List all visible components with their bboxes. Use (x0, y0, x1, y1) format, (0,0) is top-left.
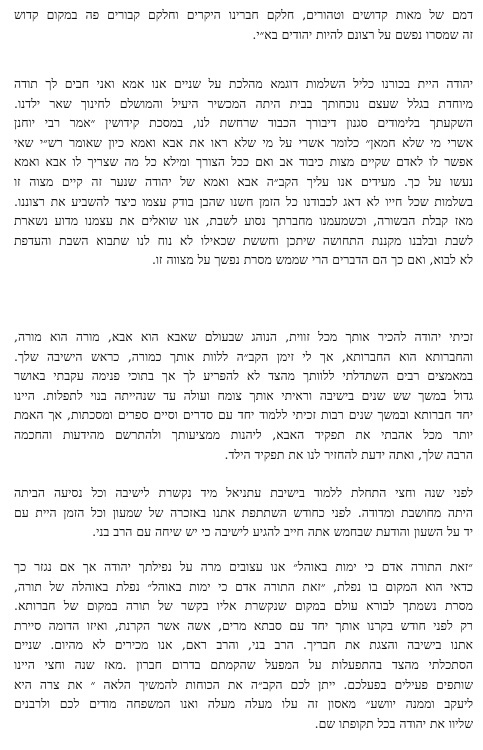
text-line: מיוחדת בגלל שעצם נוכחותך בבית היתה המכשיר היעיל והמושלם לחינוך שאר ילדנו. (14, 95, 473, 111)
text-line: מאז קבלת הבשורה, וכשמעמנו מחברתך נסוע לשבת, אנו שואלים את עצמנו מדוע נשארת (14, 213, 473, 229)
text-line: לשבת ובלבנו מקננת התחושה שיתכן וחששת שכאילו לא נוח לנו שתבוא השבת והעדפת (14, 232, 473, 248)
paragraph-firstborn (14, 74, 473, 270)
text-line: יותר מכל אהבתי את תפקיד האבא, ליהנות ממציעותך ולהתרשם מהידעות והחכמה (14, 426, 473, 442)
text-line: גדול במשך שש שנים בישיבה וראיתי אותך צומח ועולה עד שנהייתה בנוי לתפלות. היינו (14, 387, 473, 403)
text-line: הרבה שלך, ואתה ידעת להחזיר לנו את תפקיד הילד. (224, 446, 473, 462)
text-line: ״זאת התורה אדם כי ימות באוהל״ אנו עצובים מרה על נפילתך יהודה אך אם נגזר כך (14, 559, 473, 574)
text-line: יהודה היית בכורנו כליל השלמות דוגמא מהלכת על שניים אנו אמא ואני חבים לך תודה (14, 76, 473, 91)
text-line: זה שמסרו נפשם על רצונם להיות יהודים בא״י. (252, 26, 473, 42)
text-line: שותפים פעילים בפעלכם. ייתן לכם הקב״ה את הכוחות להמשיך הלאה ״ את צרה היא (14, 676, 473, 692)
paragraph-opening (14, 5, 473, 44)
text-line: והחברותא הוא החברותא, אך לי זימן הקב״ה ללוות אותך כמורה, כראש הישיבה שלך. (14, 348, 473, 364)
text-line: יחד חברותא ובמשך שנים רבות זכיתי ללמוד יחד עם סדרים וסיים ספרים ומסכתות, אך האמת (14, 407, 473, 423)
text-line: זכיתי יהודה להכיר אותך מכל זווית, הנוהג שבעולם שאבא הוא אבא, מורה הוא מורה, (14, 329, 473, 344)
text-line: הסתכלתי מהצד בהתפעלות על המפעל שהקמתם בדרום חברון .מאז שנה וחצי היינו (14, 656, 473, 672)
text-line: ליעקב וממנה יוושע״ מאסון זה עלו מעלה מעלה ואנו המשפחה מודים לכם ולרבנים (14, 696, 473, 712)
text-line: כדאי הוא המקום בו נפלת, ״זאת התורה אדם כי ימות באוהל״ נפלת באוהלה של תורה, (14, 578, 473, 594)
text-line: לא לבוא, ואם כך הם הדברים הרי שממש מסרת נפשך על מצווה זו. (151, 252, 473, 268)
paragraph-yeshiva-head (14, 327, 473, 464)
text-line: דמם של מאות קדושים וטהורים, חלקם חברינו היקרים וחלקם קבורים פה במקום קדוש (14, 7, 473, 22)
text-line: מסרת נשמתך לבורא עולם במקום שנקשרת אליו בקשר של תורה במקום של חברותא. (14, 598, 473, 614)
text-line: שליוו את יהודה בכל תקופתו שם. (314, 715, 473, 731)
paragraph-otniel (14, 483, 473, 542)
text-line: אפשר לו לאדם שקיים מצות כיבוד אב ואם ככל הצורך ומילא כל מה שצריך לו אבא ואמא (14, 154, 473, 170)
text-line: אתנו בישיבה והצגת את חבריך. הרב בני, והרב ראם, אנו מכירים לא מהיום. שניים (14, 637, 473, 653)
text-line: השקעתך בלימודים סגנון דיבורך הכבוד שרחשת לנו, במסכת קידושין ״אמר רבי יוחנן (14, 115, 473, 131)
text-line: אשרי מי שלא חמאן״ כלומר אשרי על מי שלא ראו את אבא ואמא כיון שאומר רש״י שאי (14, 134, 473, 150)
text-line: היתה מחושבת ומדודה. לפני כחודש השתתפת אתנו באזכרה של שמעון וכל הזמן היית עם (14, 504, 473, 520)
paragraph-torah (14, 557, 473, 733)
text-line: במאמצים רבים השתדלתי ללוותך מהצד לא להפריע לך אך בתוכי פנימה עקבתי באושר (14, 368, 473, 384)
text-line: רק לפני חודש בקרנו אותך יחד עם סבתא מרים, אשה אשר הקרנת, ואיזו הדומה סיירת (14, 617, 473, 633)
text-line: נעשו על כך. מעידים אנו עליך הקב״ה אבא ואמא של יהודה שנער זה קיים מצוה זו (14, 173, 473, 189)
text-line: בשלמות שכל חייו לא דאג לכבודנו כל הזמן חשנו שהבן בודק עצמו כיצד להשביע את רצוננו. (14, 193, 473, 209)
text-line: לפני שנה וחצי התחלת ללמוד בישיבת עתניאל מיד נקשרת לישיבה וכל נסיעה הביתה (14, 485, 473, 500)
text-line: יד על השעון והודעת שבחמש אתה חייב להגיע לישיבה כי יש שיחה עם הרב בני. (92, 524, 473, 540)
